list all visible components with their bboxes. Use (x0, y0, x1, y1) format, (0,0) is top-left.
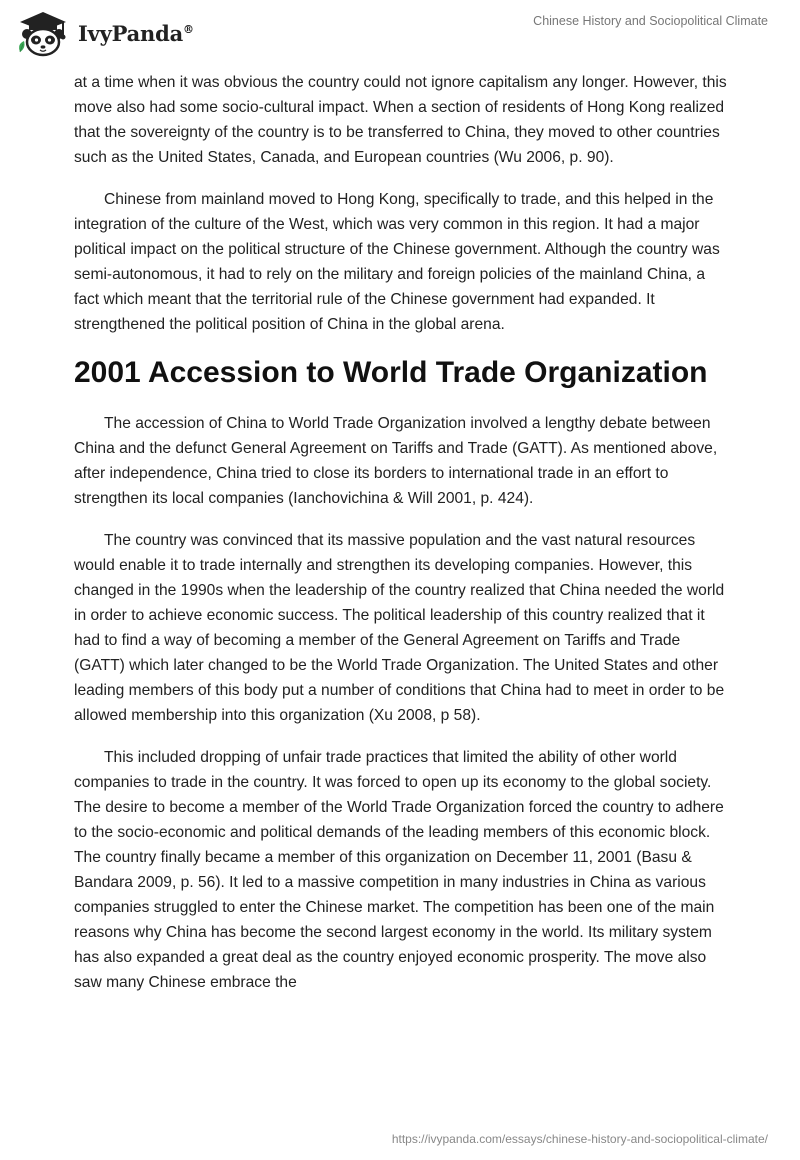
panda-graduate-icon (14, 8, 72, 58)
section-heading: 2001 Accession to World Trade Organization (74, 356, 708, 389)
paragraph: Chinese from mainland moved to Hong Kong, specifically to trade, and this helped in the integration of the culture of the West, which was very common in this region. It had a major political impact on the political structure of the Chinese government. Although the country was semi-autonomous, it had to rely on the military and foreign policies of the mainland China, a fact which meant that the territorial rule of the Chinese government had expanded. It strengthened the political position of China in the global arena. (74, 191, 720, 333)
essay-body (74, 70, 734, 1012)
page-header (0, 0, 800, 70)
brand-name: IvyPanda® (78, 20, 194, 46)
paragraph: This included dropping of unfair trade practices that limited the ability of other world companies to trade in the country. It was forced to open up its economy to the global society. The desire to become a member of the World Trade Organization forced the country to adhere to the socio-economic and political demands of the leading members of this economic block. The country finally became a member of this organization on December 11, 2001 (Basu & Bandara 2009, p. 56). It led to a massive competition in many industries in China as various companies struggled to enter the Chinese market. The competition has been one of the main reasons why China has become the second largest economy in the world. Its military system has also expanded a great deal as the country enjoyed economic prosperity. The move also saw many Chinese embrace the (74, 749, 724, 991)
ivypanda-logo[interactable] (14, 8, 194, 58)
paragraph: at a time when it was obvious the country could not ignore capitalism any longer. However, this move also had some socio-cultural impact. When a section of residents of Hong Kong realized that the sovereignty of the country is to be transferred to China, they moved to other countries such as the United States, Canada, and European countries (Wu 2006, p. 90). (74, 74, 727, 166)
registered-mark: ® (183, 22, 194, 36)
document-title: Chinese History and Sociopolitical Climate (533, 14, 768, 28)
paragraph: The accession of China to World Trade Organization involved a lengthy debate between China and the defunct General Agreement on Tariffs and Trade (GATT). As mentioned above, after independence, China tried to close its borders to international trade in an effort to strengthen its local companies (Ianchovichina & Will 2001, p. 424). (74, 415, 718, 507)
source-url[interactable]: https://ivypanda.com/essays/chinese-history-and-sociopolitical-climate/ (391, 1132, 768, 1146)
paragraph: The country was convinced that its massive population and the vast natural resources would enable it to trade internally and strengthen its developing companies. However, this changed in the 1990s when the leadership of the country realized that China needed the world in order to achieve economic success. The political leadership of this country realized that it had to find a way of becoming a member of the General Agreement on Tariffs and Trade (GATT) which later changed to be the World Trade Organization. The United States and other leading members of this body put a number of conditions that China had to meet in order to be allowed membership into this organization (Xu 2008, p 58). (74, 532, 725, 724)
